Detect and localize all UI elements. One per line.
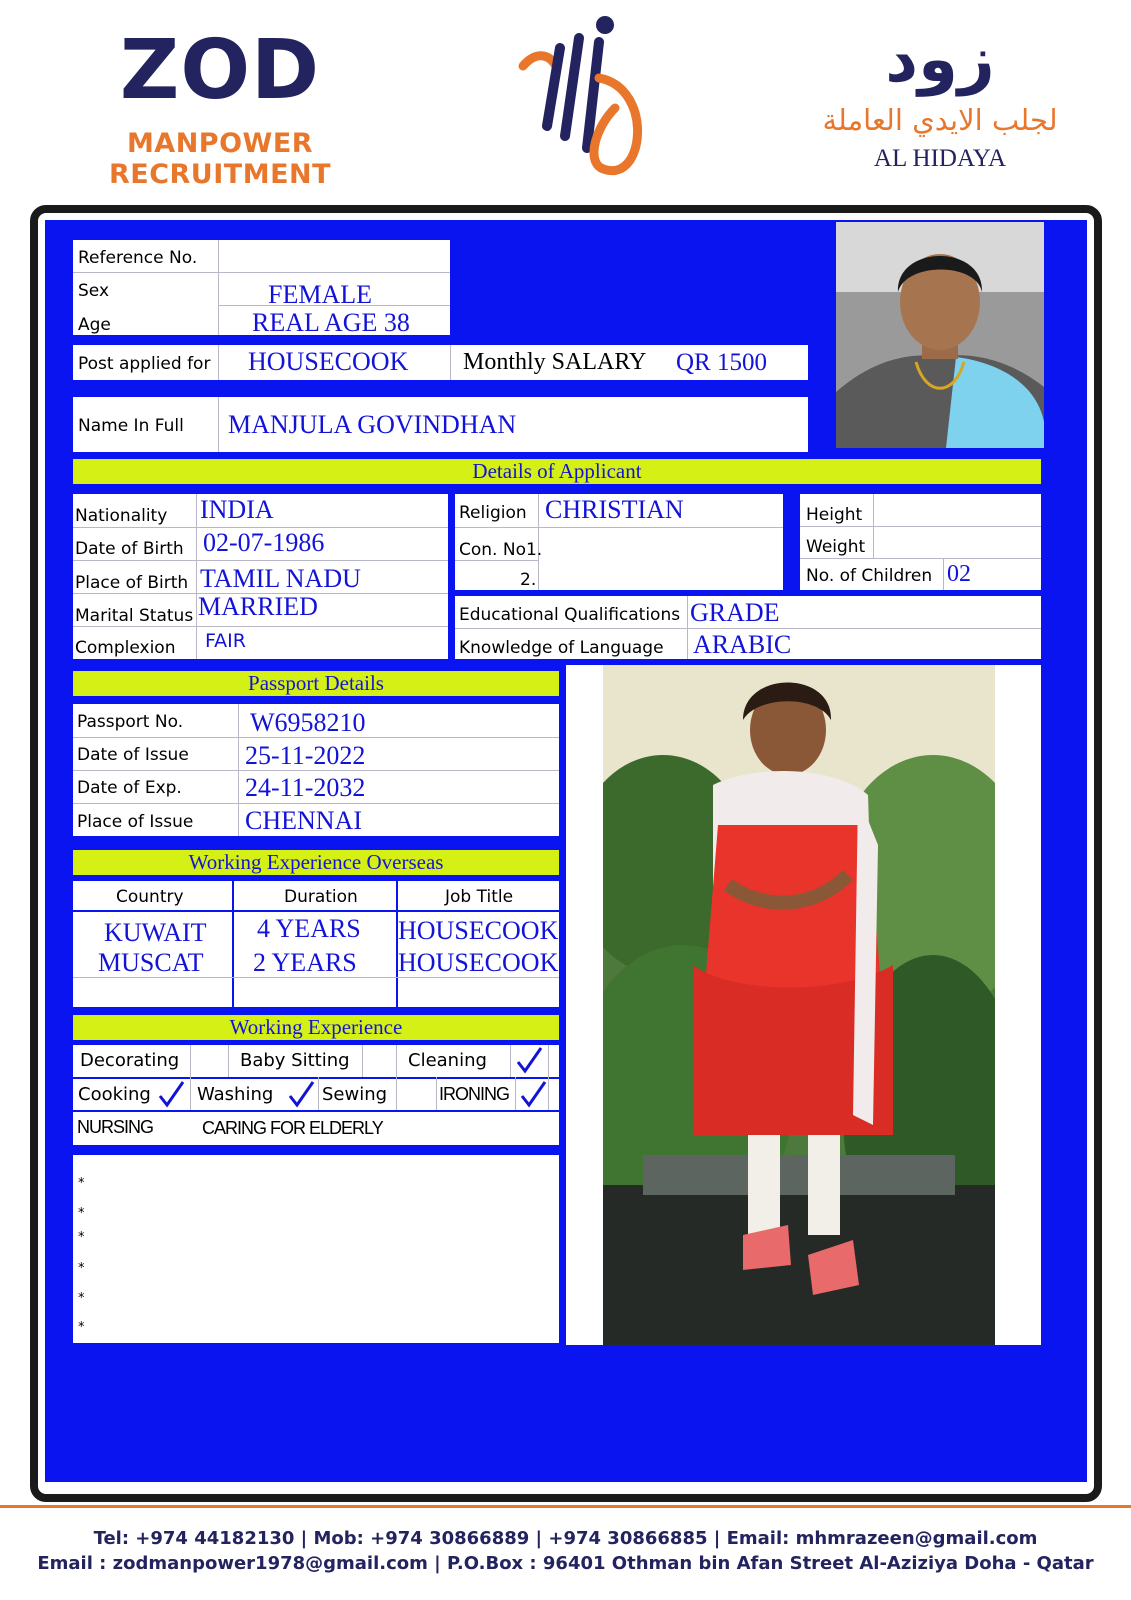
passport-section-title: Passport Details xyxy=(73,671,559,696)
pob-value: TAMIL NADU xyxy=(200,564,361,593)
overseas-row1-job: HOUSECOOK xyxy=(398,916,559,945)
english-tagline: AL HIDAYA xyxy=(873,145,1007,173)
religion-value: CHRISTIAN xyxy=(545,495,684,524)
skill-caring-elderly: CARING FOR ELDERLY xyxy=(202,1118,383,1138)
passport-exp-label: Date of Exp. xyxy=(77,778,182,798)
nationality-value: INDIA xyxy=(200,495,274,524)
skill-washing: Washing xyxy=(197,1084,274,1105)
passport-place-value: CHENNAI xyxy=(245,806,362,835)
children-label: No. of Children xyxy=(806,566,933,586)
age-value: REAL AGE 38 xyxy=(252,308,410,337)
name-value: MANJULA GOVINDHAN xyxy=(228,410,517,439)
company-logo-icon xyxy=(505,8,685,188)
passport-issue-value: 25-11-2022 xyxy=(245,741,366,770)
overseas-row2-country: MUSCAT xyxy=(98,948,204,977)
skill-cooking: Cooking xyxy=(78,1084,151,1105)
sex-label: Sex xyxy=(78,281,110,301)
footer-contact-line2: Email : zodmanpower1978@gmail.com | P.O.Box : 96401 Othman bin Afan Street Al-Aziziya Doha - Qatar xyxy=(37,1553,1094,1574)
religion-label: Religion xyxy=(459,503,527,523)
arabic-name: زود xyxy=(885,23,995,97)
note-bullet-5: * xyxy=(78,1291,85,1306)
dob-label: Date of Birth xyxy=(75,539,184,559)
skill-ironing: IRONING xyxy=(439,1084,510,1104)
note-bullet-6: * xyxy=(78,1320,85,1335)
complexion-value: FAIR xyxy=(205,630,246,652)
overseas-section-title: Working Experience Overseas xyxy=(73,850,559,875)
note-bullet-4: * xyxy=(78,1261,85,1276)
dob-value: 02-07-1986 xyxy=(203,528,325,557)
sex-value: FEMALE xyxy=(268,280,372,309)
skill-cleaning: Cleaning xyxy=(408,1050,487,1071)
salary-value: QR 1500 xyxy=(676,349,767,376)
cleaning-check-icon xyxy=(515,1046,543,1074)
education-label: Educational Qualifications xyxy=(459,605,681,625)
washing-check-icon xyxy=(287,1080,315,1108)
footer-contact-line1: Tel: +974 44182130 | Mob: +974 30866889 | +974 30866885 | Email: mhmrazeen@gmail.com xyxy=(93,1528,1038,1549)
reference-label: Reference No. xyxy=(78,248,198,268)
age-label: Age xyxy=(78,315,111,335)
overseas-col-country: Country xyxy=(116,887,184,907)
children-value: 02 xyxy=(947,561,971,587)
note-bullet-1: * xyxy=(78,1176,85,1191)
note-bullet-2: * xyxy=(78,1206,85,1221)
con1-label: Con. No1. xyxy=(459,540,543,560)
arabic-brand-block xyxy=(770,25,1110,173)
skills-section-title: Working Experience xyxy=(73,1015,559,1040)
applicant-portrait-photo xyxy=(836,222,1044,448)
details-section-title: Details of Applicant xyxy=(73,459,1041,484)
pob-label: Place of Birth xyxy=(75,573,189,593)
passport-place-label: Place of Issue xyxy=(77,812,194,832)
skill-decorating: Decorating xyxy=(80,1050,180,1071)
nationality-label: Nationality xyxy=(75,506,168,526)
language-label: Knowledge of Language xyxy=(459,638,664,658)
cooking-check-icon xyxy=(157,1080,185,1108)
passport-number-label: Passport No. xyxy=(77,712,184,732)
brand-name: ZOD xyxy=(119,23,321,118)
complexion-label: Complexion xyxy=(75,638,176,658)
passport-number-value: W6958210 xyxy=(250,708,366,737)
marital-label: Marital Status xyxy=(75,606,194,626)
passport-issue-label: Date of Issue xyxy=(77,745,189,765)
skill-sewing: Sewing xyxy=(322,1084,388,1105)
post-label: Post applied for xyxy=(78,354,211,374)
overseas-col-duration: Duration xyxy=(284,887,358,907)
arabic-subtitle: لجلب الايدي العاملة xyxy=(822,103,1058,138)
education-value: GRADE xyxy=(690,598,780,627)
skill-baby-sitting: Baby Sitting xyxy=(240,1050,350,1071)
footer-divider xyxy=(0,1505,1131,1508)
passport-exp-value: 24-11-2032 xyxy=(245,773,366,802)
overseas-row1-duration: 4 YEARS xyxy=(257,914,361,943)
note-bullet-3: * xyxy=(78,1230,85,1245)
height-label: Height xyxy=(806,505,863,525)
marital-value: MARRIED xyxy=(198,592,318,621)
overseas-row2-job: HOUSECOOK xyxy=(398,948,559,977)
skill-nursing: NURSING xyxy=(77,1117,154,1137)
overseas-row1-country: KUWAIT xyxy=(104,918,207,947)
applicant-full-photo xyxy=(603,665,995,1345)
overseas-col-job: Job Title xyxy=(445,887,514,907)
overseas-row2-duration: 2 YEARS xyxy=(253,948,357,977)
salary-label: Monthly SALARY xyxy=(463,349,647,375)
weight-label: Weight xyxy=(806,537,866,557)
notes-box xyxy=(73,1155,559,1343)
con2-label: 2. xyxy=(520,570,537,590)
ironing-check-icon xyxy=(519,1080,547,1108)
post-value: HOUSECOOK xyxy=(248,347,409,376)
brand-subtitle: MANPOWER RECRUITMENT xyxy=(108,128,332,190)
brand-block xyxy=(30,23,410,190)
name-label: Name In Full xyxy=(78,416,184,436)
language-value: ARABIC xyxy=(693,630,792,659)
